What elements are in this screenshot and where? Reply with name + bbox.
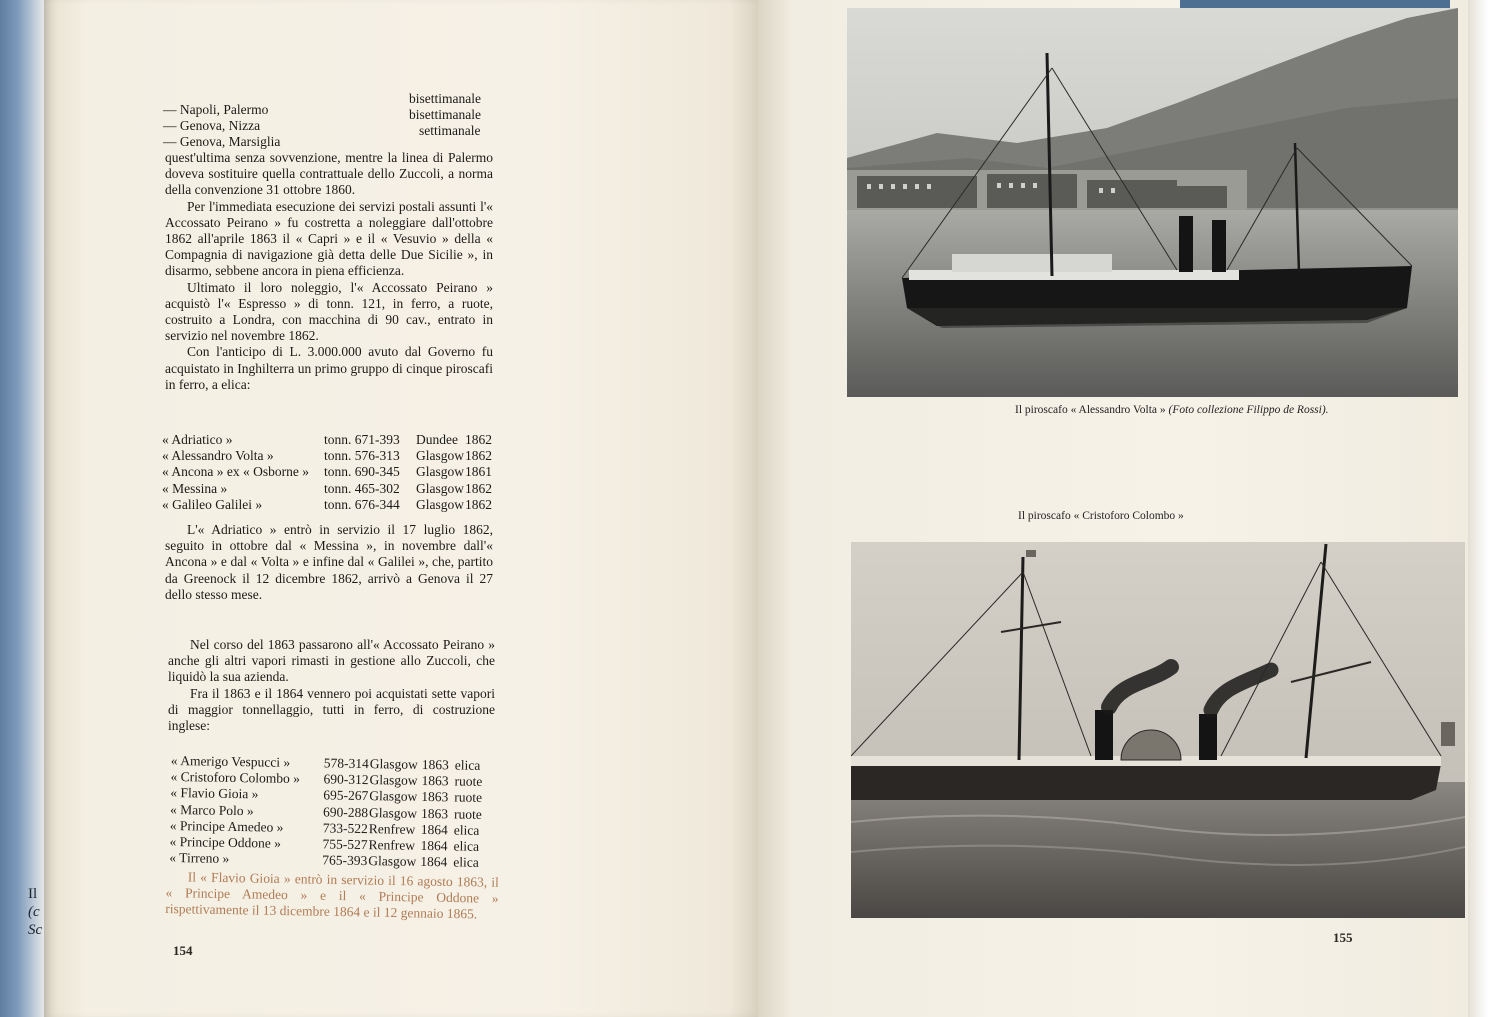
table-row bbox=[162, 481, 497, 497]
ship-place: Glasgow bbox=[368, 853, 417, 869]
table-row bbox=[162, 448, 497, 464]
ship-tonnage: tonn. 465-302 bbox=[324, 480, 400, 496]
ship-place: Glasgow bbox=[368, 804, 418, 821]
route-item: — Napoli, Palermo bbox=[163, 102, 269, 117]
ship-tonnage: 695-267 bbox=[323, 787, 369, 804]
ship-place: Glasgow bbox=[416, 448, 464, 464]
ship-table-2 bbox=[169, 753, 491, 871]
ship-tonnage: 690-288 bbox=[322, 803, 369, 820]
ship-name: « Tirreno » bbox=[169, 850, 230, 867]
ship-tonnage: 755-527 bbox=[322, 836, 368, 853]
table-row bbox=[162, 464, 497, 480]
ship-place: Dundee bbox=[416, 432, 458, 447]
edge-text-fragment: Il bbox=[28, 886, 38, 902]
ship-year: 1864 bbox=[420, 854, 448, 870]
ship-name: « Ancona » ex « Osborne » bbox=[162, 464, 309, 480]
ship-place: Renfrew bbox=[368, 837, 416, 853]
edge-text-fragment: (c bbox=[28, 904, 40, 920]
ship-year: 1863 bbox=[421, 773, 449, 789]
ship-place: Glasgow bbox=[369, 772, 418, 789]
ship-name: « Amerigo Vespucci » bbox=[170, 753, 291, 770]
ship-year: 1863 bbox=[420, 805, 449, 821]
ship-tonnage: tonn. 676-344 bbox=[324, 496, 400, 512]
ship-name: « Alessandro Volta » bbox=[162, 448, 274, 464]
ship-propulsion: elica bbox=[454, 757, 481, 773]
ship-place: Glasgow bbox=[416, 496, 464, 512]
ship-name: « Cristoforo Colombo » bbox=[170, 769, 301, 787]
table-row bbox=[162, 497, 497, 513]
page-number-left: 154 bbox=[173, 943, 193, 958]
ship-place: Glasgow bbox=[416, 464, 464, 480]
ship-place: Glasgow bbox=[369, 788, 418, 805]
caption-text: Il piroscafo « Alessandro Volta » bbox=[1015, 404, 1169, 416]
ship-year: 1864 bbox=[420, 821, 448, 838]
ship-photo-image bbox=[851, 542, 1465, 918]
ship-tonnage: 690-312 bbox=[323, 771, 369, 788]
paragraph: Con l'anticipo di L. 3.000.000 avuto dal Governo fu acquistato in Inghilterra un primo gruppo di cinque piroscafi in ferro, a elica: bbox=[165, 344, 493, 392]
paragraph: L'« Adriatico » entrò in servizio il 17 luglio 1862, seguito in ottobre dal « Messina », in novembre dall'« Ancona » e dal « Volta » e infine dal « Galilei », che, partito da Greenock il 12 dicembre 1862, arrivò a Genova il 27 dello stesso mese. bbox=[165, 522, 493, 602]
table-row bbox=[162, 432, 497, 448]
ship-year: 1861 bbox=[465, 464, 492, 480]
photo-caption-colombo: Il piroscafo « Cristoforo Colombo » bbox=[1018, 510, 1184, 522]
ship-place: Glasgow bbox=[416, 480, 464, 496]
ship-propulsion: elica bbox=[453, 838, 480, 854]
route-frequency: bisettimanale bbox=[409, 91, 481, 106]
background-strip bbox=[0, 0, 44, 1017]
paragraph: Nel corso del 1863 passarono all'« Accossato Peirano » anche gli altri vapori rimasti in gestione allo Zuccoli, che liquidò la sua azienda. bbox=[168, 637, 495, 685]
route-item: — Genova, Marsiglia bbox=[163, 134, 281, 149]
paragraph: Per l'immediata esecuzione dei servizi postali assunti l'« Accossato Peirano » fu costretta a noleggiare dall'ottobre 1862 all'aprile 1863 il « Capri » e il « Vesuvio » della « Compagnia di navigazione già detta delle Due Sicilie », in disarmo, sebbene ancora in piena efficienza. bbox=[165, 198, 493, 279]
ship-propulsion: ruote bbox=[454, 773, 483, 790]
ship-year: 1863 bbox=[421, 756, 449, 773]
ship-name: « Marco Polo » bbox=[170, 801, 254, 818]
paragraph: Ultimato il loro noleggio, l'« Accossato Peirano » acquistò l'« Espresso » di tonn. 121, in ferro, a ruote, costruito a Londra, con macchina di 90 cav., entrato in servizio nel novembre 1862. bbox=[165, 279, 493, 344]
photo-alessandro-volta bbox=[847, 8, 1458, 397]
ship-year: 1862 bbox=[465, 432, 492, 447]
photo-caption-volta bbox=[1015, 404, 1329, 416]
ship-year: 1863 bbox=[421, 789, 449, 805]
ship-tonnage: tonn. 671-393 bbox=[324, 432, 400, 447]
ship-year: 1862 bbox=[465, 480, 492, 496]
ship-tonnage: 733-522 bbox=[322, 820, 368, 836]
ship-name: « Flavio Gioia » bbox=[170, 785, 259, 802]
ship-tonnage: 765-393 bbox=[322, 852, 368, 869]
text-block bbox=[165, 150, 493, 393]
ship-propulsion: ruote bbox=[453, 806, 482, 822]
ship-name: « Galileo Galilei » bbox=[162, 496, 263, 512]
ship-name: « Principe Oddone » bbox=[169, 833, 282, 851]
ship-name: « Principe Amedeo » bbox=[169, 817, 284, 835]
ship-propulsion: ruote bbox=[454, 789, 483, 806]
route-frequency: bisettimanale bbox=[409, 107, 481, 122]
ship-year: 1864 bbox=[420, 837, 448, 854]
photo-cristoforo-colombo bbox=[851, 542, 1465, 918]
ship-year: 1862 bbox=[465, 448, 492, 464]
ship-propulsion: elica bbox=[453, 822, 480, 838]
route-item: — Genova, Nizza bbox=[163, 118, 261, 133]
caption-credit: (Foto collezione Filippo de Rossi). bbox=[1168, 404, 1329, 416]
ship-table-1 bbox=[162, 432, 497, 513]
page-number-right: 155 bbox=[1333, 930, 1353, 945]
paragraph: Fra il 1863 e il 1864 vennero poi acquistati sette vapori di maggior tonnellaggio, tutti in ferro, di costruzione inglese: bbox=[168, 685, 495, 734]
ship-place: Renfrew bbox=[368, 820, 416, 837]
edge-text-fragment: Sc bbox=[28, 922, 43, 938]
ship-name: « Messina » bbox=[162, 480, 228, 496]
ship-photo-image bbox=[847, 8, 1458, 397]
ship-place: Glasgow bbox=[369, 756, 418, 772]
route-frequency: settimanale bbox=[419, 123, 481, 138]
ship-name: « Adriatico » bbox=[162, 432, 233, 447]
ship-tonnage: tonn. 576-313 bbox=[324, 448, 400, 464]
book-edge bbox=[1468, 0, 1488, 1017]
ship-tonnage: tonn. 690-345 bbox=[324, 464, 400, 480]
ship-propulsion: elica bbox=[453, 854, 479, 870]
paragraph: quest'ultima senza sovvenzione, mentre la linea di Palermo doveva sostituire quella contrattuale dello Zuccoli, a norma della convenzione 31 ottobre 1860. bbox=[165, 150, 493, 198]
ship-year: 1862 bbox=[465, 496, 492, 512]
paragraph-faded: Il « Flavio Gioia » entrò in servizio il 16 agosto 1863, il « Principe Amedeo » e il « Principe Oddone » rispettivamente il 13 dicembre 1864 e il 12 gennaio 1865. bbox=[165, 869, 499, 922]
text-block bbox=[168, 637, 495, 734]
ship-tonnage: 578-314 bbox=[323, 755, 369, 772]
